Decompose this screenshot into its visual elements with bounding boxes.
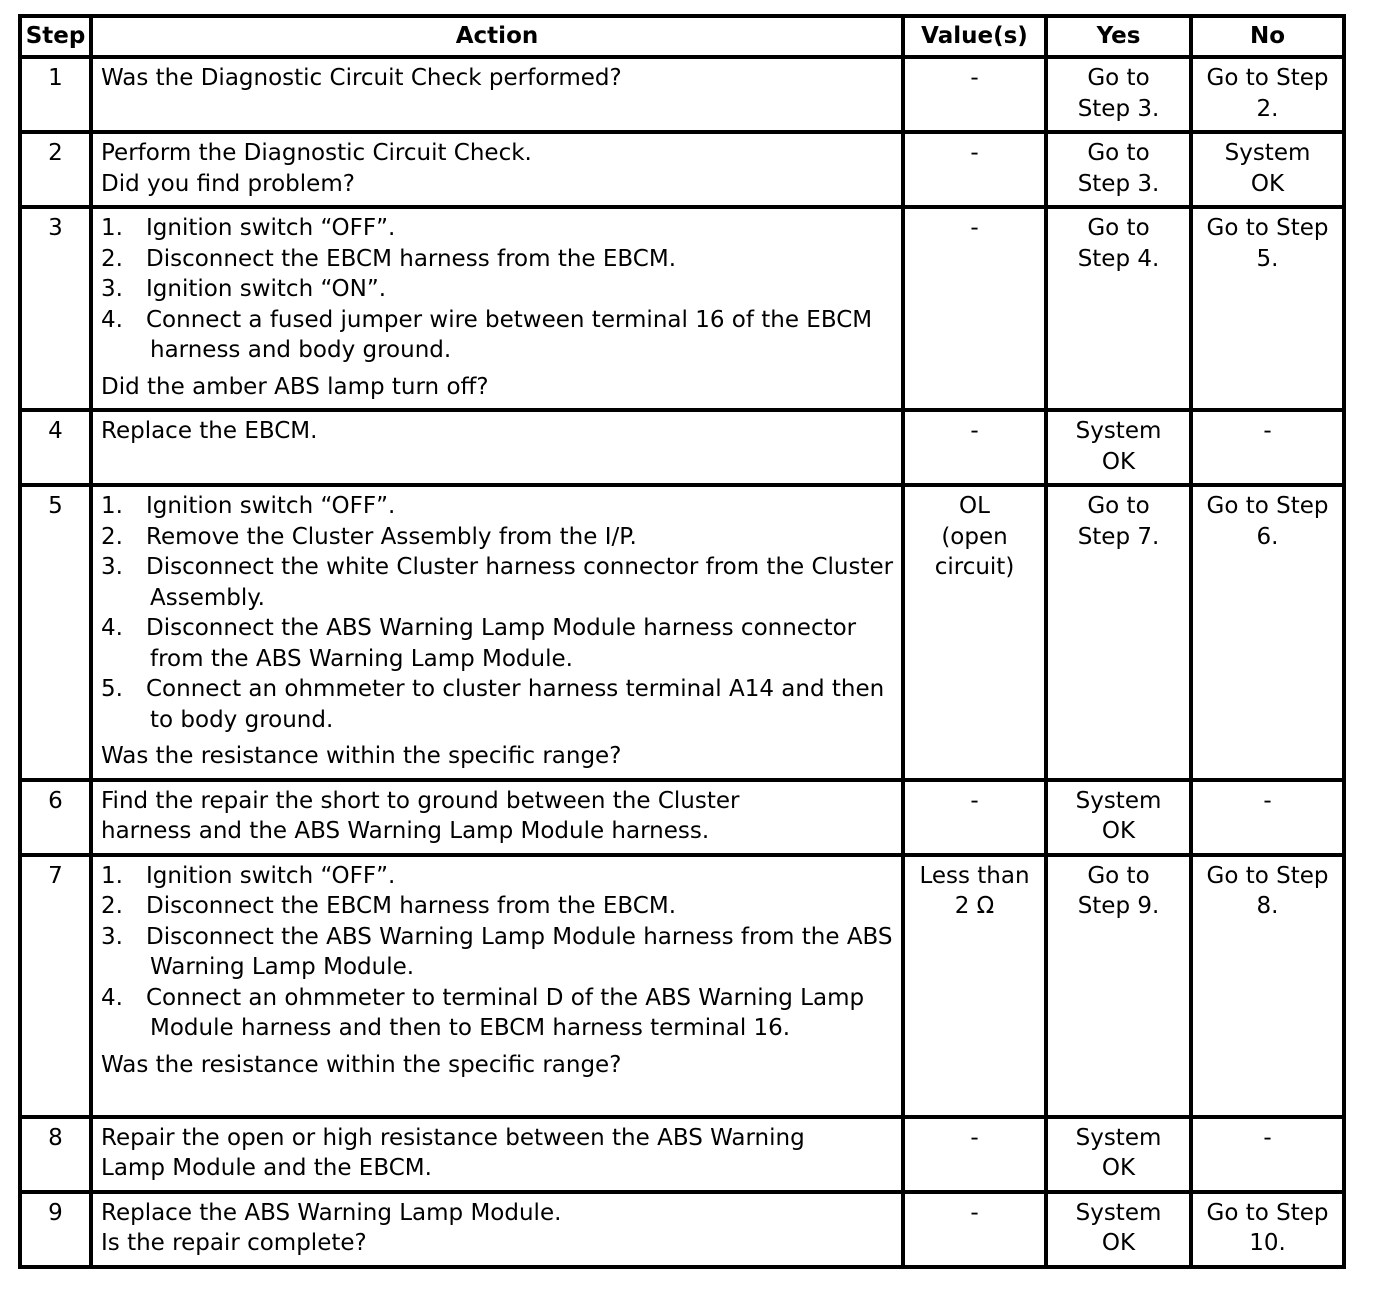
action-step-item	[101, 244, 895, 275]
no-line: 8.	[1256, 893, 1279, 919]
item-number: 3.	[101, 923, 123, 950]
step-number: 3	[20, 207, 91, 410]
yes-cell	[1046, 1117, 1191, 1192]
item-number: 4.	[101, 306, 123, 333]
action-step-item	[101, 274, 895, 305]
action-line: Lamp Module and the EBCM.	[101, 1155, 432, 1181]
no-line: Go to Step	[1206, 493, 1329, 519]
value-line: -	[970, 215, 979, 241]
action-line: Perform the Diagnostic Circuit Check.	[101, 140, 532, 166]
action-line: Replace the EBCM.	[101, 418, 318, 444]
action-step-item	[101, 613, 895, 674]
yes-line: System	[1075, 418, 1162, 444]
no-line: Go to Step	[1206, 862, 1329, 889]
action-step-item	[101, 983, 895, 1044]
value-cell	[903, 207, 1046, 410]
yes-line: Step 3.	[1077, 170, 1160, 197]
yes-line: Go to	[1087, 493, 1150, 519]
yes-line: Step 7.	[1077, 523, 1160, 550]
yes-line: Go to	[1087, 215, 1150, 241]
action-cell	[91, 780, 903, 855]
step-number: 1	[20, 57, 91, 132]
step-number: 2	[20, 132, 91, 207]
yes-cell	[1046, 207, 1191, 410]
value-cell	[903, 410, 1046, 485]
step-number: 8	[20, 1117, 91, 1192]
yes-line: System	[1075, 1199, 1162, 1226]
action-line: Did you find problem?	[101, 170, 355, 197]
action-cell	[91, 855, 903, 1117]
action-cell	[91, 57, 903, 132]
value-cell	[903, 57, 1046, 132]
value-cell	[903, 780, 1046, 855]
item-number: 3.	[101, 554, 123, 580]
yes-line: OK	[1101, 818, 1136, 844]
item-text: Ignition switch “ON”.	[146, 276, 387, 302]
header-values: Value(s)	[903, 16, 1046, 57]
value-cell	[903, 1192, 1046, 1267]
no-cell	[1191, 1192, 1344, 1267]
action-step-item	[101, 922, 895, 983]
item-number: 1.	[101, 493, 123, 519]
action-step-item	[101, 213, 895, 244]
step-number: 7	[20, 855, 91, 1117]
item-number: 2.	[101, 893, 123, 919]
yes-line: Go to	[1087, 140, 1150, 166]
no-cell	[1191, 1117, 1344, 1192]
yes-line: Step 3.	[1077, 95, 1160, 122]
no-line: Go to Step	[1206, 65, 1329, 91]
item-text: Disconnect the EBCM harness from the EBCM.	[146, 245, 676, 272]
yes-line: Go to	[1087, 862, 1150, 889]
action-cell	[91, 410, 903, 485]
yes-line: OK	[1101, 1230, 1136, 1256]
item-text: Disconnect the ABS Warning Lamp Module harness connector from the ABS Warning Lamp Module.	[146, 615, 857, 672]
action-question: Was the resistance within the specific range?	[101, 1051, 622, 1078]
action-step-item	[101, 674, 895, 735]
no-cell	[1191, 485, 1344, 780]
header-yes: Yes	[1046, 16, 1191, 57]
step-number: 6	[20, 780, 91, 855]
action-step-item	[101, 522, 895, 553]
value-line: -	[970, 140, 979, 166]
yes-cell	[1046, 855, 1191, 1117]
action-step-item	[101, 891, 895, 922]
action-line: Replace the ABS Warning Lamp Module.	[101, 1199, 562, 1226]
step-number: 9	[20, 1192, 91, 1267]
action-step-item	[101, 552, 895, 613]
yes-cell	[1046, 1192, 1191, 1267]
action-cell	[91, 485, 903, 780]
table-row	[20, 855, 1344, 1117]
action-cell	[91, 207, 903, 410]
no-cell	[1191, 410, 1344, 485]
no-line: Go to Step	[1206, 1199, 1329, 1226]
yes-line: OK	[1101, 1155, 1136, 1181]
item-text: Ignition switch “OFF”.	[146, 862, 396, 889]
header-action: Action	[91, 16, 903, 57]
no-line: 10.	[1249, 1230, 1286, 1256]
no-cell	[1191, 855, 1344, 1117]
item-number: 1.	[101, 215, 123, 241]
action-step-item	[101, 491, 895, 522]
value-line: Less than	[919, 862, 1030, 889]
item-text: Connect an ohmmeter to cluster harness terminal A14 and then to body ground.	[146, 676, 885, 733]
item-text: Remove the Cluster Assembly from the I/P.	[146, 523, 637, 550]
yes-line: OK	[1101, 448, 1136, 475]
item-text: Disconnect the white Cluster harness connector from the Cluster Assembly.	[146, 554, 894, 611]
value-cell	[903, 1117, 1046, 1192]
yes-line: System	[1075, 1124, 1162, 1151]
item-text: Disconnect the EBCM harness from the EBCM.	[146, 893, 676, 919]
step-number: 4	[20, 410, 91, 485]
value-line: circuit)	[934, 554, 1015, 580]
header-no: No	[1191, 16, 1344, 57]
item-number: 4.	[101, 615, 123, 641]
action-cell	[91, 1117, 903, 1192]
value-line: OL	[959, 493, 990, 519]
no-line: 5.	[1256, 245, 1279, 272]
no-line: -	[1263, 418, 1272, 444]
value-line: -	[970, 1199, 979, 1226]
item-number: 2.	[101, 245, 123, 272]
yes-cell	[1046, 780, 1191, 855]
no-line: Go to Step	[1206, 215, 1329, 241]
value-line: -	[970, 787, 979, 814]
action-line: Is the repair complete?	[101, 1230, 367, 1256]
no-line: 2.	[1256, 95, 1279, 122]
action-step-item	[101, 305, 895, 366]
no-line: 6.	[1256, 523, 1279, 550]
action-cell	[91, 1192, 903, 1267]
item-text: Connect a fused jumper wire between terminal 16 of the EBCM harness and body ground.	[146, 306, 873, 363]
yes-line: Step 9.	[1077, 893, 1160, 919]
table-row	[20, 1192, 1344, 1267]
no-cell	[1191, 57, 1344, 132]
value-cell	[903, 855, 1046, 1117]
item-text: Disconnect the ABS Warning Lamp Module harness from the ABS Warning Lamp Module.	[146, 923, 893, 980]
table-row	[20, 485, 1344, 780]
action-line: Find the repair the short to ground between the Cluster	[101, 787, 740, 814]
step-number: 5	[20, 485, 91, 780]
yes-cell	[1046, 132, 1191, 207]
no-line: -	[1263, 1124, 1272, 1151]
item-number: 1.	[101, 862, 123, 889]
value-line: -	[970, 65, 979, 91]
table-row	[20, 780, 1344, 855]
table-row	[20, 207, 1344, 410]
no-line: -	[1263, 787, 1272, 814]
table-row	[20, 410, 1344, 485]
value-line: -	[970, 1124, 979, 1151]
item-text: Ignition switch “OFF”.	[146, 493, 396, 519]
table-row	[20, 57, 1344, 132]
value-cell	[903, 132, 1046, 207]
header-step: Step	[20, 16, 91, 57]
action-line: Was the Diagnostic Circuit Check performed?	[101, 65, 622, 91]
yes-cell	[1046, 57, 1191, 132]
header-row	[20, 16, 1344, 57]
item-text: Ignition switch “OFF”.	[146, 215, 396, 241]
no-line: System	[1224, 140, 1311, 166]
table-row	[20, 132, 1344, 207]
value-line: -	[970, 418, 979, 444]
item-text: Connect an ohmmeter to terminal D of the ABS Warning Lamp Module harness and then to EBCM harness terminal 16.	[146, 984, 865, 1041]
action-cell	[91, 132, 903, 207]
no-cell	[1191, 780, 1344, 855]
action-line: harness and the ABS Warning Lamp Module harness.	[101, 818, 710, 844]
item-number: 4.	[101, 984, 123, 1011]
item-number: 5.	[101, 676, 123, 702]
no-line: OK	[1250, 170, 1285, 197]
no-cell	[1191, 132, 1344, 207]
action-question: Did the amber ABS lamp turn off?	[101, 373, 489, 400]
item-number: 2.	[101, 523, 123, 550]
yes-line: Go to	[1087, 65, 1150, 91]
table-body	[20, 57, 1344, 1267]
value-line: 2 Ω	[954, 893, 995, 919]
no-cell	[1191, 207, 1344, 410]
yes-line: System	[1075, 787, 1162, 814]
yes-line: Step 4.	[1077, 245, 1160, 272]
item-number: 3.	[101, 276, 123, 302]
diagnostic-table	[18, 14, 1346, 1269]
table-row	[20, 1117, 1344, 1192]
yes-cell	[1046, 410, 1191, 485]
action-step-item	[101, 861, 895, 892]
action-line: Repair the open or high resistance between the ABS Warning	[101, 1124, 805, 1151]
yes-cell	[1046, 485, 1191, 780]
value-cell	[903, 485, 1046, 780]
value-line: (open	[941, 523, 1008, 550]
action-question: Was the resistance within the specific range?	[101, 743, 622, 769]
